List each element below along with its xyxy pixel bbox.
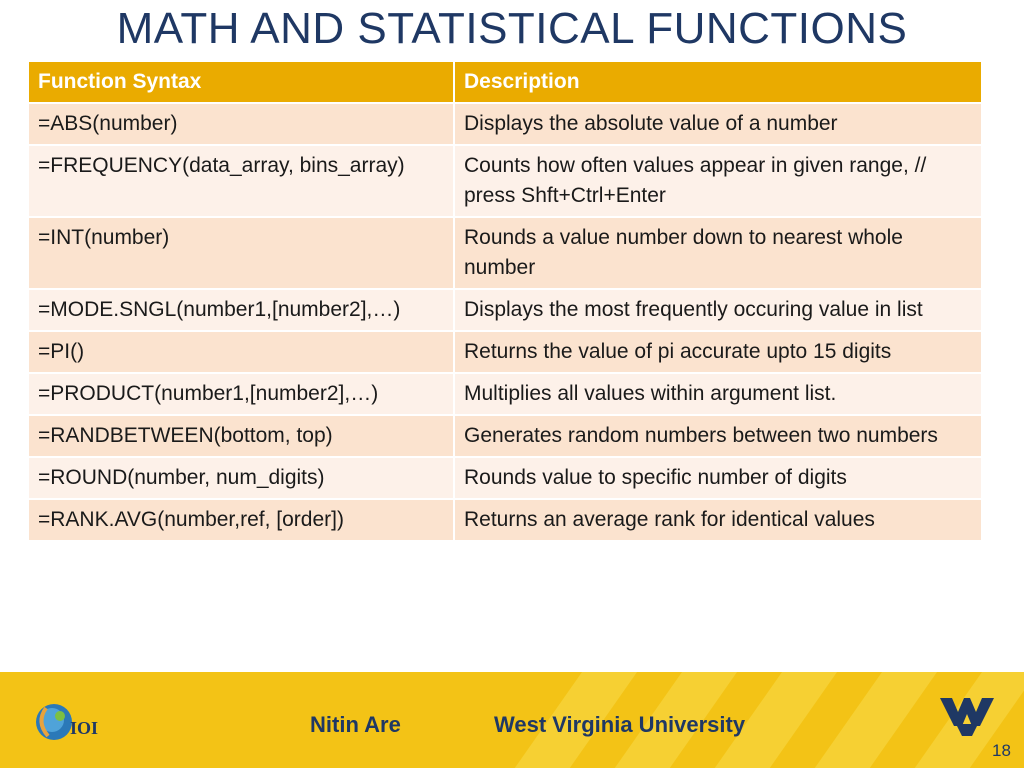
table-header-row bbox=[28, 61, 982, 103]
function-description: Returns an average rank for identical values bbox=[454, 499, 982, 541]
function-syntax: =INT(number) bbox=[28, 217, 454, 289]
function-description: Rounds value to specific number of digits bbox=[454, 457, 982, 499]
function-description: Displays the absolute value of a number bbox=[454, 103, 982, 145]
function-description: Counts how often values appear in given range, // press Shft+Ctrl+Enter bbox=[454, 145, 982, 217]
column-header-syntax: Function Syntax bbox=[28, 61, 454, 103]
table-row bbox=[28, 217, 982, 289]
function-syntax: =ABS(number) bbox=[28, 103, 454, 145]
page-number: 18 bbox=[992, 741, 1011, 760]
function-description: Returns the value of pi accurate upto 15 digits bbox=[454, 331, 982, 373]
table-row bbox=[28, 331, 982, 373]
table-row bbox=[28, 373, 982, 415]
function-syntax: =FREQUENCY(data_array, bins_array) bbox=[28, 145, 454, 217]
function-description: Rounds a value number down to nearest whole number bbox=[454, 217, 982, 289]
function-syntax: =RANDBETWEEN(bottom, top) bbox=[28, 415, 454, 457]
cioi-logo bbox=[32, 696, 112, 746]
function-syntax: =PI() bbox=[28, 331, 454, 373]
university-name: West Virginia University bbox=[494, 712, 746, 737]
slide-title: MATH AND STATISTICAL FUNCTIONS bbox=[116, 4, 908, 53]
function-description: Generates random numbers between two numbers bbox=[454, 415, 982, 457]
function-syntax: =MODE.SNGL(number1,[number2],…) bbox=[28, 289, 454, 331]
table-row bbox=[28, 457, 982, 499]
svg-text:IOI: IOI bbox=[70, 718, 99, 738]
wv-flying-logo bbox=[938, 694, 996, 738]
function-syntax: =RANK.AVG(number,ref, [order]) bbox=[28, 499, 454, 541]
table-row bbox=[28, 499, 982, 541]
table-row bbox=[28, 103, 982, 145]
table-row bbox=[28, 145, 982, 217]
functions-table bbox=[27, 60, 983, 542]
column-header-description: Description bbox=[454, 61, 982, 103]
table-row bbox=[28, 415, 982, 457]
table-row bbox=[28, 289, 982, 331]
function-syntax: =PRODUCT(number1,[number2],…) bbox=[28, 373, 454, 415]
footer-bar bbox=[0, 672, 1024, 768]
function-syntax: =ROUND(number, num_digits) bbox=[28, 457, 454, 499]
presenter-name: Nitin Are bbox=[310, 712, 401, 737]
function-description: Multiplies all values within argument list. bbox=[454, 373, 982, 415]
function-description: Displays the most frequently occuring value in list bbox=[454, 289, 982, 331]
